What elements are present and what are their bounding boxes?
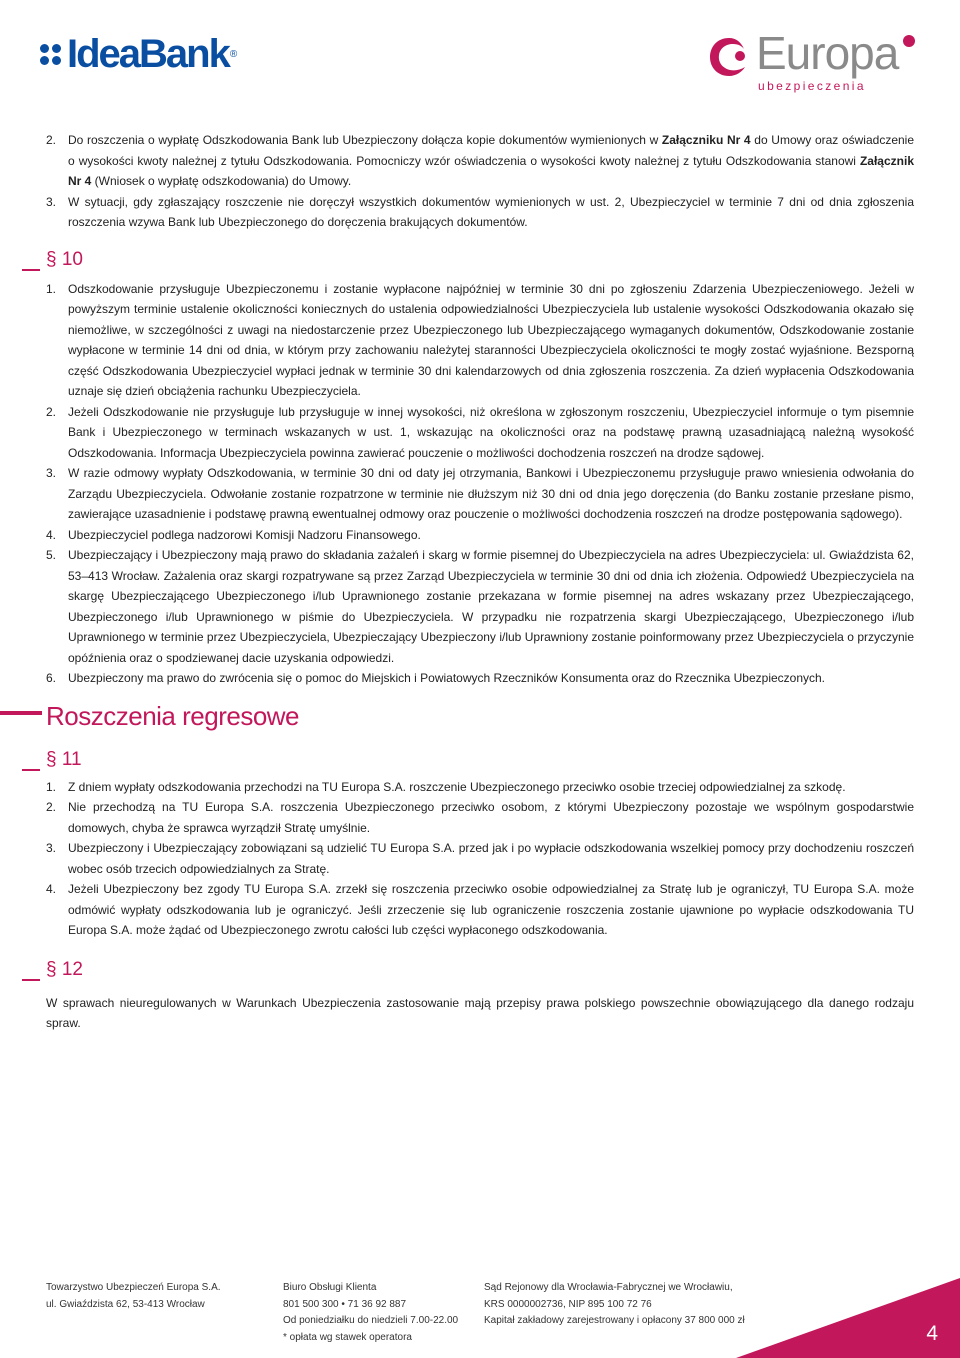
list-item <box>46 545 914 668</box>
section-label: § 11 <box>46 748 82 770</box>
section-rule <box>22 769 40 771</box>
footer-capital: Kapitał zakładowy zarejestrowany i opłacony 37 800 000 zł <box>484 1315 745 1326</box>
list-item <box>46 879 914 941</box>
list-item <box>46 668 914 689</box>
item-text: Odszkodowanie przysługuje Ubezpieczonemu i zostanie wypłacone najpóźniej w terminie 30 dni po zgłoszeniu Zdarzenia Ubezpieczeniowego. Jeżeli w powyższym terminie ustalenie okoliczności koniecznych do ustalenia odpowiedzialności Ubezpieczyciela lub ustalenie wysokości Odszkodowania okazało się niemożliwe, w szczególności z uwagi na niedostarczenie przez Ubezpieczonego lub Ubezpieczającego wymaganych dokumentów, Odszkodowanie zostanie wypłacone w terminie 14 dni od dnia, w którym przy zachowaniu należytej staranności Ubezpieczyciela okoliczności te mogły zostać wyjaśnione. Bezsporną część Odszkodowania Ubezpieczyciel wypłaci jednak w terminie 30 dni kalendarzowych od dnia zgłoszenia roszczenia. Za dzień wypłacenia Odszkodowania uznaje się dzień obciążenia rachunku Ubezpieczyciela. <box>68 281 914 398</box>
europa-logo-text: Europa <box>756 27 899 79</box>
section-11-header <box>46 737 914 777</box>
item-text: Do roszczenia o wypłatę Odszkodowania Bank lub Ubezpieczony dołącza kopie dokumentów wymienionych w <box>68 133 662 147</box>
europa-swirl-icon <box>706 34 752 80</box>
item-number: 3. <box>46 194 57 209</box>
europa-dot-icon <box>902 34 916 48</box>
item-text: (Wniosek o wypłatę odszkodowania) do Umowy. <box>91 174 352 188</box>
page-corner-shape <box>736 1278 960 1358</box>
footer-company-address: ul. Gwiaździsta 62, 53-413 Wrocław <box>46 1298 205 1310</box>
footer-registration <box>484 1280 745 1330</box>
page-number: 4 <box>926 1322 938 1345</box>
idea-bank-logo-text: IdeaBank <box>67 32 229 76</box>
item-text: Nie przechodzą na TU Europa S.A. roszczenia Ubezpieczonego przeciwko osobom, z którymi Ubezpieczony pozostaje we wspólnym gospodarstwie domowych, chyba że sprawca wyrządził Stratę umyślnie. <box>68 800 914 835</box>
list-item <box>46 192 914 233</box>
list-item <box>46 838 914 879</box>
item-number: 4. <box>46 882 57 896</box>
list-item <box>46 279 914 402</box>
item-number: 1. <box>46 779 57 794</box>
section-label: § 12 <box>46 958 83 980</box>
item-number: 5. <box>46 548 57 562</box>
idea-bank-logo <box>40 34 237 74</box>
closing-paragraph: W sprawach nieuregulowanych w Warunkach Ubezpieczenia zastosowanie mają przepisy prawa polskiego powszechnie obowiązującego dla danego rodzaju spraw. <box>46 995 914 1030</box>
item-number: 3. <box>46 841 57 855</box>
footer-customer-service <box>283 1280 458 1346</box>
footer-krs-nip: KRS 0000002736, NIP 895 100 72 76 <box>484 1298 652 1310</box>
list-item <box>46 463 914 525</box>
section-label: § 10 <box>46 248 83 270</box>
footer-company <box>46 1280 221 1313</box>
footer-company-name: Towarzystwo Ubezpieczeń Europa S.A. <box>46 1282 221 1293</box>
section-12-header <box>46 941 914 993</box>
item-number: 2. <box>46 404 57 419</box>
item-text: Z dniem wypłaty odszkodowania przechodzi na TU Europa S.A. roszczenie Ubezpieczonego przeciwko osobie trzeciej odpowiedzialnej za szkodę. <box>68 779 846 794</box>
heading-rule <box>0 711 42 715</box>
list-item <box>46 402 914 464</box>
item-text: Ubezpieczony ma prawo do zwrócenia się o pomoc do Miejskich i Powiatowych Rzeczników Konsumenta oraz do Rzecznika Ubezpieczonych. <box>68 671 826 685</box>
section-heading: Roszczenia regresowe <box>46 700 300 731</box>
item-text: Ubezpieczyciel podlega nadzorowi Komisji Nadzoru Finansowego. <box>68 527 421 542</box>
idea-bank-dots-icon <box>40 44 61 65</box>
list-item <box>46 797 914 838</box>
footer-service-phones: 801 500 300 • 71 36 92 887 <box>283 1298 407 1310</box>
regres-heading-block <box>46 689 914 737</box>
item-number: 4. <box>46 527 57 542</box>
section-10-header <box>46 233 914 279</box>
section-rule <box>22 269 40 271</box>
item-text: Ubezpieczający i Ubezpieczony mają prawo do składania zażaleń i skarg w formie pisemnej do Ubezpieczyciela na adres Ubezpieczyciela: ul. Gwiaździsta 62, 53–413 Wrocław. Zażalenia oraz skargi rozpatrywane są przez Zarząd Ubezpieczyciela w terminie 30 dni od dnia ich złożenia. Odpowiedź Ubezpieczyciela na skargę Ubezpieczającego Ubezpieczonego i/lub Uprawnionego zostanie przekazana w formie pisemnej na adres wskazany przez Ubezpieczającego, Ubezpieczonego i/lub Uprawnionego w piśmie do Ubezpieczyciela. W przypadku nie rozpatrzenia skargi Ubezpieczającego, Ubezpieczonego i/lub Uprawnionego w terminie przez Ubezpieczyciela, Ubezpieczający Ubezpieczony i/lub Uprawniony zostanie poinformowany przez Ubezpieczyciela o przyczynie opóźnienia oraz o spodziewanej dacie uzyskania odpowiedzi. <box>68 548 914 665</box>
item-text: Jeżeli Ubezpieczony bez zgody TU Europa S.A. zrzekł się roszczenia przeciwko osobie odpowiedzialnej za Stratę lub je ograniczył, TU Europa S.A. może odmówić wypłaty odszkodowania lub je ograniczyć. Jeśli zrzeczenie się lub ograniczenie roszczenia zostanie ujawnione po wypłacie odszkodowania TU Europa S.A. może żądać od Ubezpieczonego zwrotu całości lub części wypłaconego odszkodowania. <box>68 882 914 937</box>
item-number: 3. <box>46 466 57 480</box>
item-text: Jeżeli Odszkodowanie nie przysługuje lub przysługuje w innej wysokości, niż określona w zgłoszonym roszczeniu, Ubezpieczyciel informuje o tym pisemnie Bank i Ubezpieczonego w terminach wskazanych w ust. 1, wskazując na okoliczności oraz na podstawę prawną uzasadniającą należną wysokość Odszkodowania. Informacja Ubezpieczyciela powinna zawierać pouczenie o możliwości dochodzenia roszczeń na drodze sądowej. <box>68 404 914 460</box>
item-text: do Umowy oraz oświadczenie o wysokości kwoty należnej z tytułu Odszkodowania. Pomocniczy wzór oświadczenia o wysokości kwoty należnej z tytułu Odszkodowania stanowi <box>68 133 915 168</box>
list-item <box>46 525 914 546</box>
footer-service-title: Biuro Obsługi Klienta <box>283 1282 377 1293</box>
footer-service-hours: Od poniedziałku do niedzieli 7.00-22.00 <box>283 1315 459 1326</box>
footer-service-note: * opłata wg stawek operatora <box>283 1331 412 1343</box>
attachment-ref: Załącznik Nr 4 <box>68 153 914 188</box>
item-number: 2. <box>46 133 57 147</box>
europa-logo <box>706 27 922 96</box>
registered-mark: ® <box>229 48 238 60</box>
list-item <box>46 130 914 192</box>
footer-court: Sąd Rejonowy dla Wrocławia-Fabrycznej we Wrocławiu, <box>484 1282 733 1293</box>
europa-logo-subtitle: ubezpieczenia <box>758 79 866 93</box>
list-item <box>46 777 914 798</box>
item-text: Ubezpieczony i Ubezpieczający zobowiązani są udzielić TU Europa S.A. przed jak i po wypłacie odszkodowania wszelkiej pomocy przy dochodzeniu roszczeń wobec osób trzecich odpowiedzialnych za Stratę. <box>68 841 914 876</box>
item-text: W sytuacji, gdy zgłaszający roszczenie nie doręczył wszystkich dokumentów wymienionych w ust. 2, Ubezpieczyciel w terminie 7 dni od dnia zgłoszenia roszczenia wzywa Bank lub Ubezpieczonego do doręczenia brakujących dokumentów. <box>68 194 914 229</box>
section-rule <box>22 979 40 981</box>
item-number: 6. <box>46 671 57 685</box>
attachment-ref: Załączniku Nr 4 <box>661 133 751 147</box>
item-text: W razie odmowy wypłaty Odszkodowania, w terminie 30 dni od daty jej otrzymania, Bankowi i Ubezpieczonemu przysługuje prawo wniesienia odwołania do Zarządu Ubezpieczyciela. Odwołanie zostanie rozpatrzone w terminie nie dłuższym niż 30 dni od dnia jego doręczenia (do Banku zostanie przesłane pismo, zawierające uzasadnienie i podstawę prawną ewentualnej odmowy oraz pouczenie o możliwości dochodzenia roszczeń na drodze postępowania sądowego). <box>68 466 914 521</box>
item-number: 2. <box>46 800 57 814</box>
document-body <box>46 130 914 1034</box>
item-number: 1. <box>46 281 57 296</box>
